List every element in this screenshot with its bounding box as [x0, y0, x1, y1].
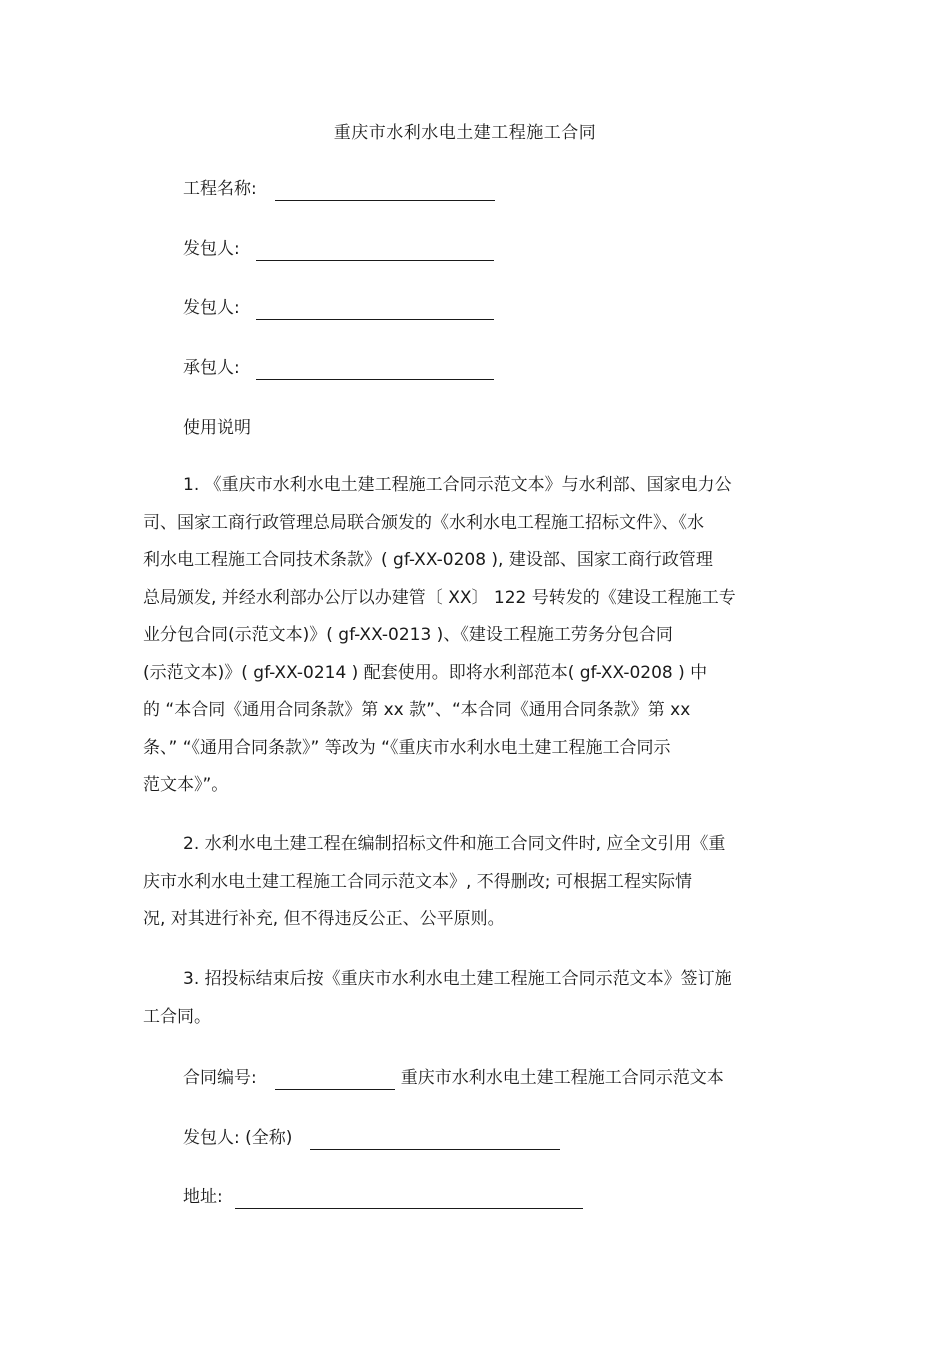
paragraph-1-line: 司、国家工商行政管理总局联合颁发的《水利水电工程施工招标文件》、《水: [143, 512, 704, 533]
paragraph-1-line: 1. 《重庆市水利水电土建工程施工合同示范文本》与水利部、国家电力公: [183, 475, 732, 495]
contract-number-blank[interactable]: [275, 1069, 395, 1090]
paragraph-1-line: 的 “本合同《通用合同条款》第 xx 款”、“本合同《通用合同条款》第 xx: [143, 700, 691, 720]
paragraph-2-line: 2. 水利水电土建工程在编制招标文件和施工合同文件时, 应全文引用《重: [183, 834, 726, 854]
employer-full-field: [183, 1126, 560, 1150]
address-field: [183, 1185, 583, 1209]
address-label: 地址:: [183, 1187, 223, 1207]
contract-number-field: [183, 1066, 724, 1090]
paragraph-2-line: 况, 对其进行补充, 但不得违反公正、公平原则。: [143, 909, 505, 929]
paragraph-1-line: 条、” “《通用合同条款》” 等改为 “《重庆市水利水电土建工程施工合同示: [143, 737, 671, 758]
project-name-label: 工程名称:: [183, 179, 257, 199]
paragraph-3-line: 3. 招投标结束后按《重庆市水利水电土建工程施工合同示范文本》签订施: [183, 969, 732, 989]
paragraph-1-line: 利水电工程施工合同技术条款》( gf-XX-0208 ), 建设部、国家工商行政管理: [143, 550, 713, 570]
employer-label-2: 发包人:: [183, 298, 240, 318]
project-name-field: [183, 177, 495, 201]
paragraph-3: [143, 961, 798, 1036]
employer-blank-1[interactable]: [256, 240, 494, 261]
contract-number-label: 合同编号:: [183, 1068, 257, 1088]
paragraph-1-line: 范文本》”。: [143, 775, 229, 795]
paragraph-1-line: (示范文本)》( gf-XX-0214 ) 配套使用。即将水利部范本( gf-XX-0208 ) 中: [143, 662, 708, 683]
paragraph-1: [143, 467, 798, 805]
paragraph-2: [143, 826, 798, 939]
paragraph-2-line: 庆市水利水电土建工程施工合同示范文本》, 不得删改; 可根据工程实际情: [143, 871, 692, 892]
contractor-field: [183, 356, 494, 380]
employer-field-2: [183, 296, 494, 320]
employer-full-label: 发包人: (全称): [183, 1128, 293, 1148]
contractor-blank[interactable]: [256, 359, 494, 380]
address-blank[interactable]: [235, 1188, 583, 1209]
project-name-blank[interactable]: [275, 180, 495, 201]
usage-heading: 使用说明: [183, 418, 251, 438]
paragraph-1-line: 业分包合同(示范文本)》( gf-XX-0213 )、《建设工程施工劳务分包合同: [143, 625, 673, 645]
employer-full-blank[interactable]: [310, 1129, 560, 1150]
contract-number-suffix: 重庆市水利水电土建工程施工合同示范文本: [400, 1068, 724, 1088]
contractor-label: 承包人:: [183, 358, 240, 378]
document-title: 重庆市水利水电土建工程施工合同: [333, 123, 597, 143]
employer-blank-2[interactable]: [256, 299, 494, 320]
employer-label-1: 发包人:: [183, 239, 240, 259]
paragraph-3-line: 工合同。: [143, 1006, 211, 1027]
employer-field-1: [183, 237, 494, 261]
paragraph-1-line: 总局颁发, 并经水利部办公厅以办建管〔 XX〕 122 号转发的《建设工程施工专: [143, 587, 736, 608]
